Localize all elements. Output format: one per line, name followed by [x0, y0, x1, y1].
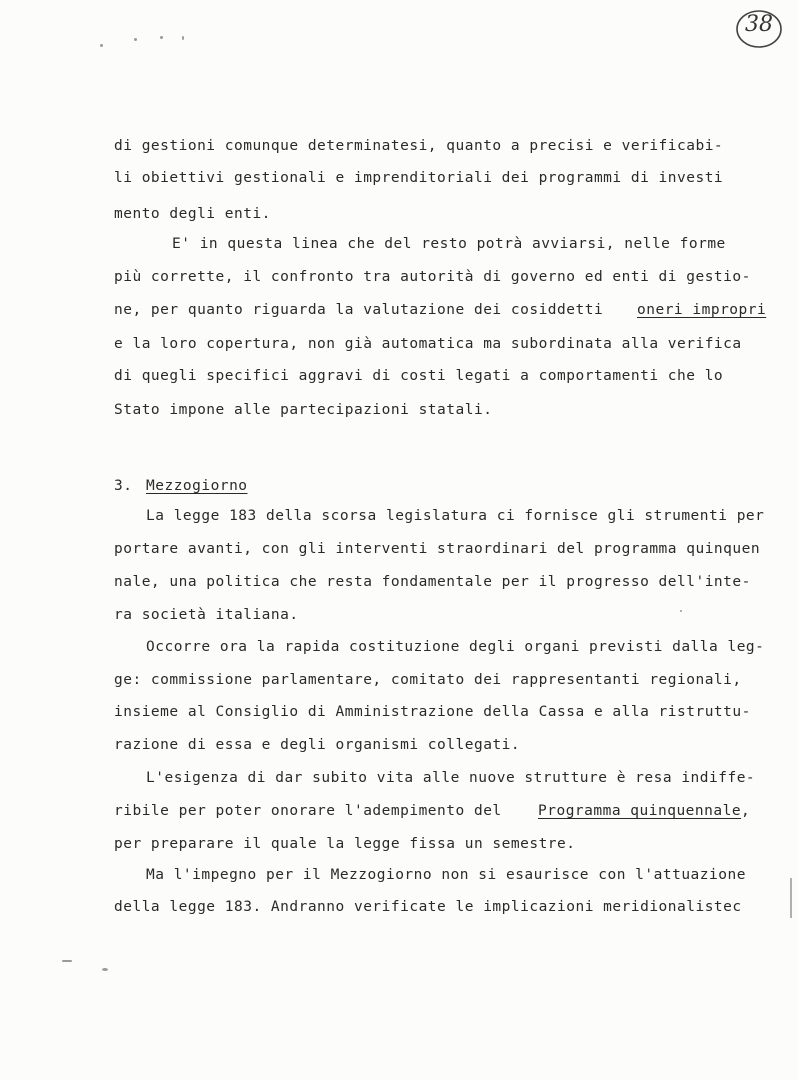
text-line: L'esigenza di dar subito vita alle nuove strutture è resa indiffe- — [146, 770, 756, 786]
text-line: La legge 183 della scorsa legislatura ci fornisce gli strumenti per — [146, 508, 765, 524]
text-line: più corrette, il confronto tra autorità di governo ed enti di gestio- — [114, 269, 751, 285]
text-line: razione di essa e degli organismi collegati. — [114, 737, 521, 753]
text-line: Occorre ora la rapida costituzione degli organi previsti dalla leg- — [146, 639, 765, 655]
section-number: 3. — [114, 478, 133, 494]
text-line: ne, per quanto riguarda la valutazione dei cosiddetti — [114, 302, 604, 318]
scan-speck — [100, 44, 103, 47]
text-line: ge: commissione parlamentare, comitato dei rappresentanti regionali, — [114, 672, 742, 688]
text-line: insieme al Consiglio di Amministrazione della Cassa e alla ristruttu- — [114, 704, 751, 720]
text-line: ribile per poter onorare l'adempimento del — [114, 803, 502, 819]
scan-speck — [134, 38, 137, 41]
text-line: E' in questa linea che del resto potrà avviarsi, nelle forme — [172, 236, 726, 252]
text-line: per preparare il quale la legge fissa un semestre. — [114, 836, 576, 852]
text-line: ra società italiana. — [114, 607, 299, 623]
scan-speck — [102, 968, 108, 971]
section-title: Mezzogiorno — [146, 478, 248, 494]
underlined-term: oneri impropri — [637, 302, 767, 318]
page-number: 38 — [745, 12, 773, 37]
text-line: li obiettivi gestionali e imprenditoriali dei programmi di investi — [114, 170, 724, 186]
underlined-term: Programma quinquennale — [538, 803, 742, 819]
text-line: di quegli specifici aggravi di costi legati a comportamenti che lo — [114, 368, 724, 384]
text-line: Ma l'impegno per il Mezzogiorno non si esaurisce con l'attuazione — [146, 867, 746, 883]
page-number-stamp — [734, 8, 784, 50]
text-line: nale, una politica che resta fondamentale per il progresso dell'inte- — [114, 574, 751, 590]
text-line: mento degli enti. — [114, 206, 271, 222]
text-line: della legge 183. Andranno verificate le implicazioni meridionalistec — [114, 899, 742, 915]
scan-speck — [62, 960, 72, 962]
scan-speck — [182, 36, 184, 40]
scan-edge-mark — [790, 878, 792, 918]
scan-speck — [160, 36, 163, 39]
text-line: di gestioni comunque determinatesi, quanto a precisi e verificabi- — [114, 138, 724, 154]
text-line: e la loro copertura, non già automatica ma subordinata alla verifica — [114, 336, 742, 352]
text-line: portare avanti, con gli interventi straordinari del programma quinquen — [114, 541, 761, 557]
text-line: , — [741, 803, 751, 819]
text-line: Stato impone alle partecipazioni statali. — [114, 402, 493, 418]
scan-speck — [680, 610, 682, 612]
